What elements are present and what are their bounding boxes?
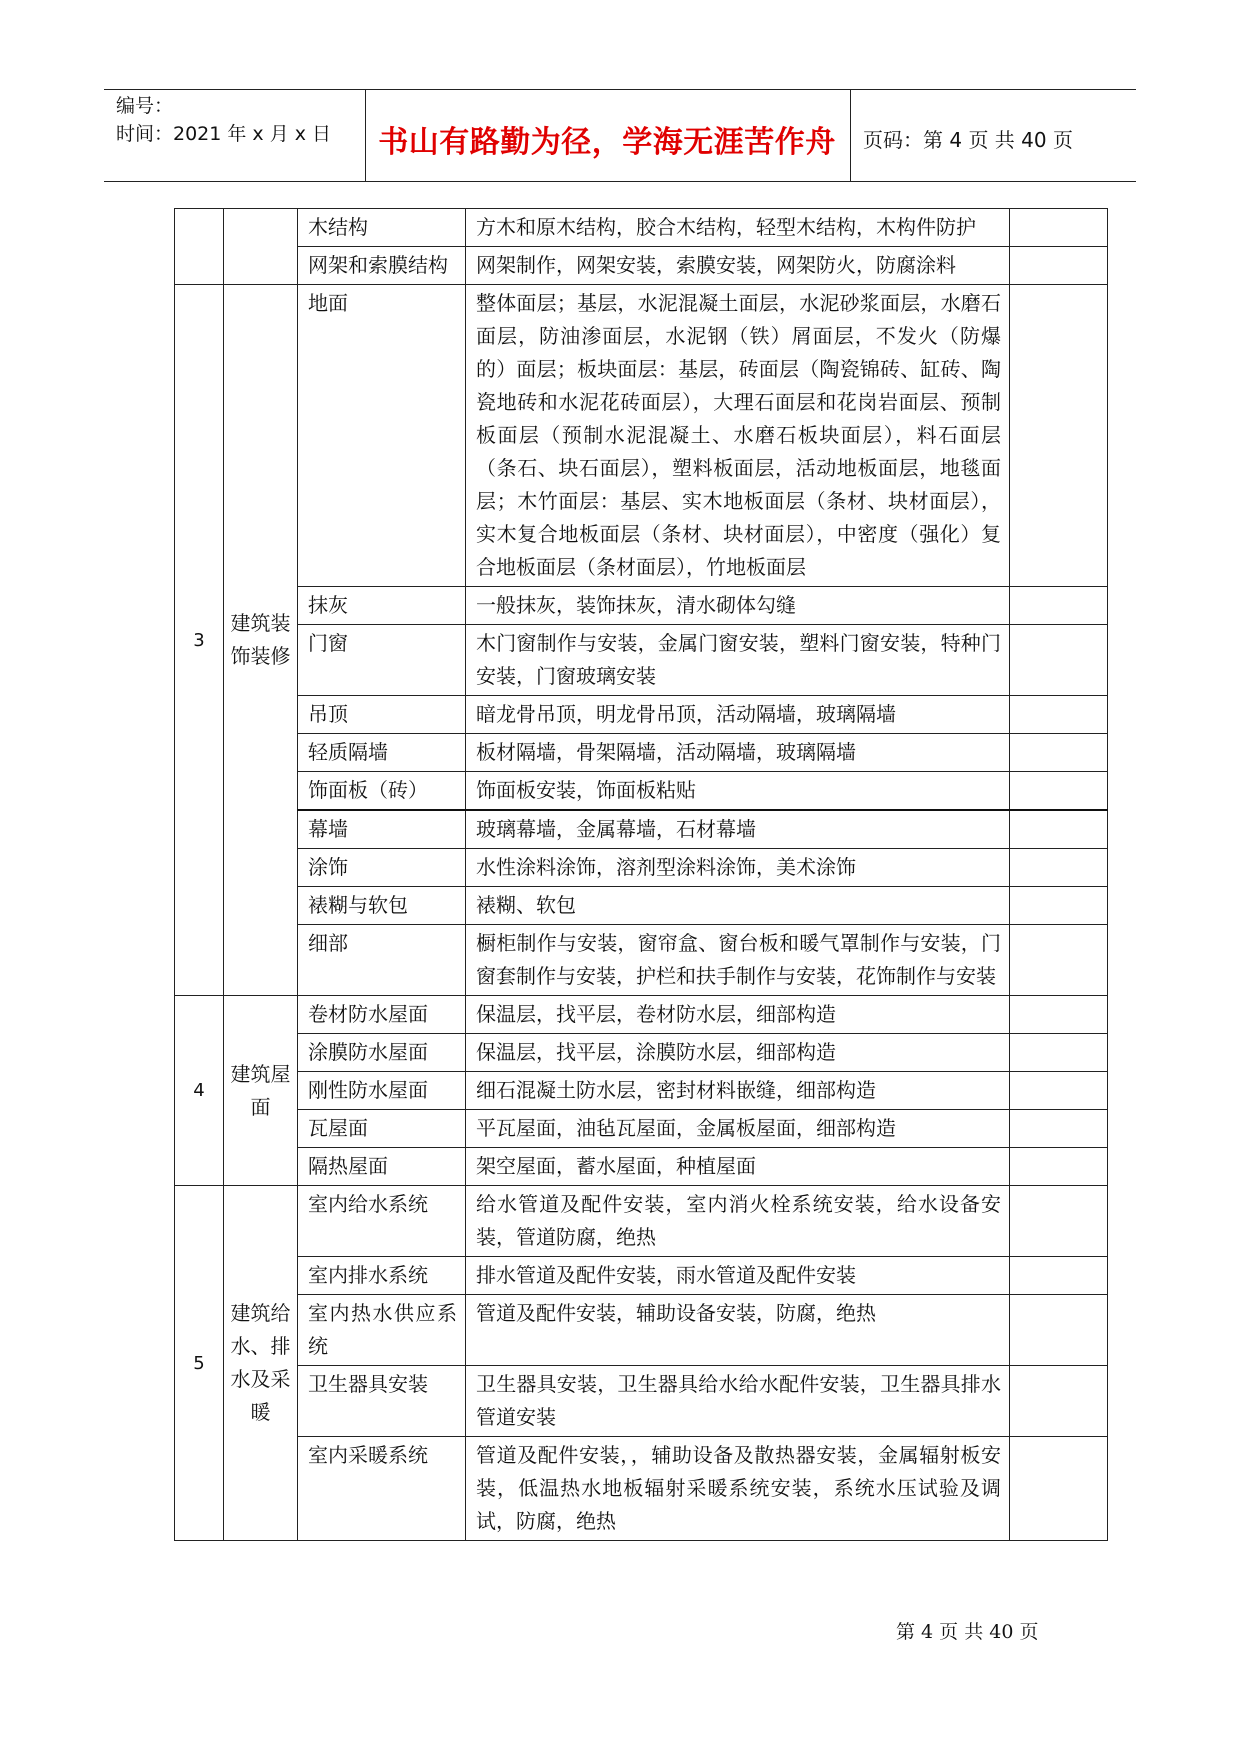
remark-cell [1010, 1437, 1108, 1541]
table-row [175, 1295, 1108, 1366]
table-row [175, 1366, 1108, 1437]
remark-cell [1010, 285, 1108, 587]
subdivision-cell: 隔热屋面 [298, 1148, 466, 1186]
table-row [175, 925, 1108, 996]
table-row [175, 209, 1108, 247]
construction-division-table [174, 208, 1108, 1541]
category-cell: 建筑给水、排水及采暖 [224, 1186, 298, 1541]
remark-cell [1010, 587, 1108, 625]
subdivision-cell: 细部 [298, 925, 466, 996]
category-cell: 建筑装饰装修 [224, 285, 298, 996]
table-row [175, 285, 1108, 587]
item-description-cell: 网架制作，网架安装，索膜安装，网架防火，防腐涂料 [466, 247, 1010, 285]
remark-cell [1010, 1034, 1108, 1072]
document-time: 时间：2021 年 x 月 x 日 [116, 123, 332, 145]
remark-cell [1010, 810, 1108, 849]
category-cell [224, 209, 298, 285]
table-row [175, 1257, 1108, 1295]
row-number-cell: 5 [175, 1186, 224, 1541]
remark-cell [1010, 1257, 1108, 1295]
table-row [175, 1110, 1108, 1148]
table-row [175, 696, 1108, 734]
subdivision-cell: 瓦屋面 [298, 1110, 466, 1148]
remark-cell [1010, 1110, 1108, 1148]
table-row [175, 587, 1108, 625]
remark-cell [1010, 849, 1108, 887]
table-row [175, 996, 1108, 1034]
item-description-cell: 方木和原木结构，胶合木结构，轻型木结构，木构件防护 [466, 209, 1010, 247]
remark-cell [1010, 772, 1108, 811]
remark-cell [1010, 1072, 1108, 1110]
subdivision-cell: 涂膜防水屋面 [298, 1034, 466, 1072]
subdivision-cell: 卫生器具安装 [298, 1366, 466, 1437]
item-description-cell: 水性涂料涂饰，溶剂型涂料涂饰，美术涂饰 [466, 849, 1010, 887]
subdivision-cell: 室内给水系统 [298, 1186, 466, 1257]
header-bottom-rule [104, 181, 1136, 182]
item-description-cell: 给水管道及配件安装，室内消火栓系统安装，给水设备安装，管道防腐，绝热 [466, 1186, 1010, 1257]
table-row [175, 772, 1108, 811]
subdivision-cell: 卷材防水屋面 [298, 996, 466, 1034]
item-description-cell: 板材隔墙，骨架隔墙，活动隔墙，玻璃隔墙 [466, 734, 1010, 772]
subdivision-cell: 刚性防水屋面 [298, 1072, 466, 1110]
subdivision-cell: 室内排水系统 [298, 1257, 466, 1295]
table-row [175, 625, 1108, 696]
header-page-code: 页码：第 4 页 共 40 页 [863, 128, 1073, 152]
document-number-label: 编号： [116, 95, 174, 117]
item-description-cell: 暗龙骨吊顶，明龙骨吊顶，活动隔墙，玻璃隔墙 [466, 696, 1010, 734]
table-row [175, 810, 1108, 849]
table-row [175, 734, 1108, 772]
header-divider-right [850, 89, 851, 182]
remark-cell [1010, 696, 1108, 734]
table-row [175, 1437, 1108, 1541]
table-row [175, 1186, 1108, 1257]
item-description-cell: 细石混凝土防水层，密封材料嵌缝，细部构造 [466, 1072, 1010, 1110]
subdivision-cell: 裱糊与软包 [298, 887, 466, 925]
subdivision-cell: 木结构 [298, 209, 466, 247]
remark-cell [1010, 734, 1108, 772]
item-description-cell: 卫生器具安装，卫生器具给水给水配件安装，卫生器具排水管道安装 [466, 1366, 1010, 1437]
item-description-cell: 木门窗制作与安装，金属门窗安装，塑料门窗安装，特种门安装，门窗玻璃安装 [466, 625, 1010, 696]
row-number-cell [175, 209, 224, 285]
table-row [175, 1148, 1108, 1186]
row-number-cell: 4 [175, 996, 224, 1186]
subdivision-cell: 吊顶 [298, 696, 466, 734]
subdivision-cell: 门窗 [298, 625, 466, 696]
remark-cell [1010, 925, 1108, 996]
remark-cell [1010, 247, 1108, 285]
subdivision-cell: 轻质隔墙 [298, 734, 466, 772]
remark-cell [1010, 1295, 1108, 1366]
table-row [175, 1034, 1108, 1072]
item-description-cell: 保温层，找平层，涂膜防水层，细部构造 [466, 1034, 1010, 1072]
subdivision-cell: 室内热水供应系统 [298, 1295, 466, 1366]
subdivision-cell: 抹灰 [298, 587, 466, 625]
remark-cell [1010, 887, 1108, 925]
subdivision-cell: 地面 [298, 285, 466, 587]
table-row [175, 247, 1108, 285]
item-description-cell: 一般抹灰，装饰抹灰，清水砌体勾缝 [466, 587, 1010, 625]
table-row [175, 887, 1108, 925]
remark-cell [1010, 996, 1108, 1034]
remark-cell [1010, 625, 1108, 696]
item-description-cell: 饰面板安装，饰面板粘贴 [466, 772, 1010, 811]
item-description-cell: 管道及配件安装，辅助设备安装，防腐，绝热 [466, 1295, 1010, 1366]
table-row [175, 849, 1108, 887]
page-footer: 第 4 页 共 40 页 [896, 1621, 1039, 1643]
remark-cell [1010, 209, 1108, 247]
item-description-cell: 架空屋面，蓄水屋面，种植屋面 [466, 1148, 1010, 1186]
remark-cell [1010, 1366, 1108, 1437]
row-number-cell: 3 [175, 285, 224, 996]
remark-cell [1010, 1186, 1108, 1257]
item-description-cell: 管道及配件安装，，辅助设备及散热器安装，金属辐射板安装，低温热水地板辐射采暖系统安装，系统水压试验及调试，防腐，绝热 [466, 1437, 1010, 1541]
item-description-cell: 橱柜制作与安装，窗帘盒、窗台板和暖气罩制作与安装，门窗套制作与安装，护栏和扶手制作与安装，花饰制作与安装 [466, 925, 1010, 996]
subdivision-cell: 室内采暖系统 [298, 1437, 466, 1541]
category-cell: 建筑屋面 [224, 996, 298, 1186]
item-description-cell: 裱糊、软包 [466, 887, 1010, 925]
item-description-cell: 保温层，找平层，卷材防水层，细部构造 [466, 996, 1010, 1034]
subdivision-cell: 涂饰 [298, 849, 466, 887]
header-meta [116, 92, 331, 148]
subdivision-cell: 幕墙 [298, 810, 466, 849]
item-description-cell: 整体面层；基层，水泥混凝土面层，水泥砂浆面层，水磨石面层，防油渗面层，水泥钢（铁）屑面层，不发火（防爆的）面层；板块面层：基层，砖面层（陶瓷锦砖、缸砖、陶瓷地砖和水泥花砖面层），大理石面层和花岗岩面层、预制板面层（预制水泥混凝土、水磨石板块面层），料石面层（条石、块石面层），塑料板面层，活动地板面层，地毯面层；木竹面层：基层、实木地板面层（条材、块材面层），实木复合地板面层（条材、块材面层），中密度（强化）复合地板面层（条材面层），竹地板面层 [466, 285, 1010, 587]
subdivision-cell: 饰面板（砖） [298, 772, 466, 811]
item-description-cell: 排水管道及配件安装，雨水管道及配件安装 [466, 1257, 1010, 1295]
header-motto: 书山有路勤为径，学海无涯苦作舟 [378, 125, 836, 160]
table-row [175, 1072, 1108, 1110]
header-top-rule [104, 89, 1136, 90]
subdivision-cell: 网架和索膜结构 [298, 247, 466, 285]
item-description-cell: 平瓦屋面，油毡瓦屋面，金属板屋面，细部构造 [466, 1110, 1010, 1148]
item-description-cell: 玻璃幕墙，金属幕墙，石材幕墙 [466, 810, 1010, 849]
remark-cell [1010, 1148, 1108, 1186]
